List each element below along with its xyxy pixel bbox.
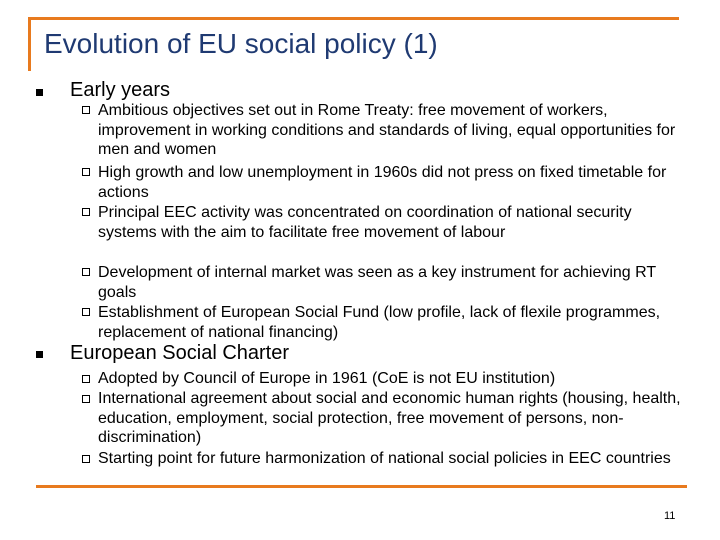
- item-bullet: [82, 375, 90, 383]
- list-item: International agreement about social and economic human rights (housing, health, education, employment, social protection, free movement of persons, non-discrimination): [98, 390, 681, 446]
- left-rule: [28, 17, 31, 71]
- list-item: High growth and low unemployment in 1960s did not press on fixed timetable for actions: [98, 164, 667, 201]
- bottom-rule: [36, 485, 687, 488]
- section-bullet: [36, 89, 43, 96]
- list-item: Principal EEC activity was concentrated on coordination of national security systems with the aim to facilitate free movement of labour: [98, 204, 632, 241]
- page-number: 11: [664, 510, 676, 522]
- item-bullet: [82, 308, 90, 316]
- section-heading-social-charter: European Social Charter: [70, 342, 290, 364]
- list-item: Development of internal market was seen as a key instrument for achieving RT goals: [98, 264, 656, 301]
- item-bullet: [82, 268, 90, 276]
- item-bullet: [82, 208, 90, 216]
- list-item: Adopted by Council of Europe in 1961 (CoE is not EU institution): [98, 370, 556, 387]
- item-bullet: [82, 168, 90, 176]
- section-heading-early-years: Early years: [70, 79, 171, 101]
- list-item: Ambitious objectives set out in Rome Treaty: free movement of workers, improvement in working conditions and standards of living, equal opportunities for men and women: [98, 102, 676, 158]
- list-item: Starting point for future harmonization of national social policies in EEC countries: [98, 450, 671, 467]
- section-bullet: [36, 351, 43, 358]
- top-rule: [28, 17, 679, 20]
- item-bullet: [82, 455, 90, 463]
- item-bullet: [82, 106, 90, 114]
- item-bullet: [82, 395, 90, 403]
- slide-title: Evolution of EU social policy (1): [44, 28, 438, 59]
- list-item: Establishment of European Social Fund (low profile, lack of flexile programmes, replacement of national financing): [98, 304, 661, 341]
